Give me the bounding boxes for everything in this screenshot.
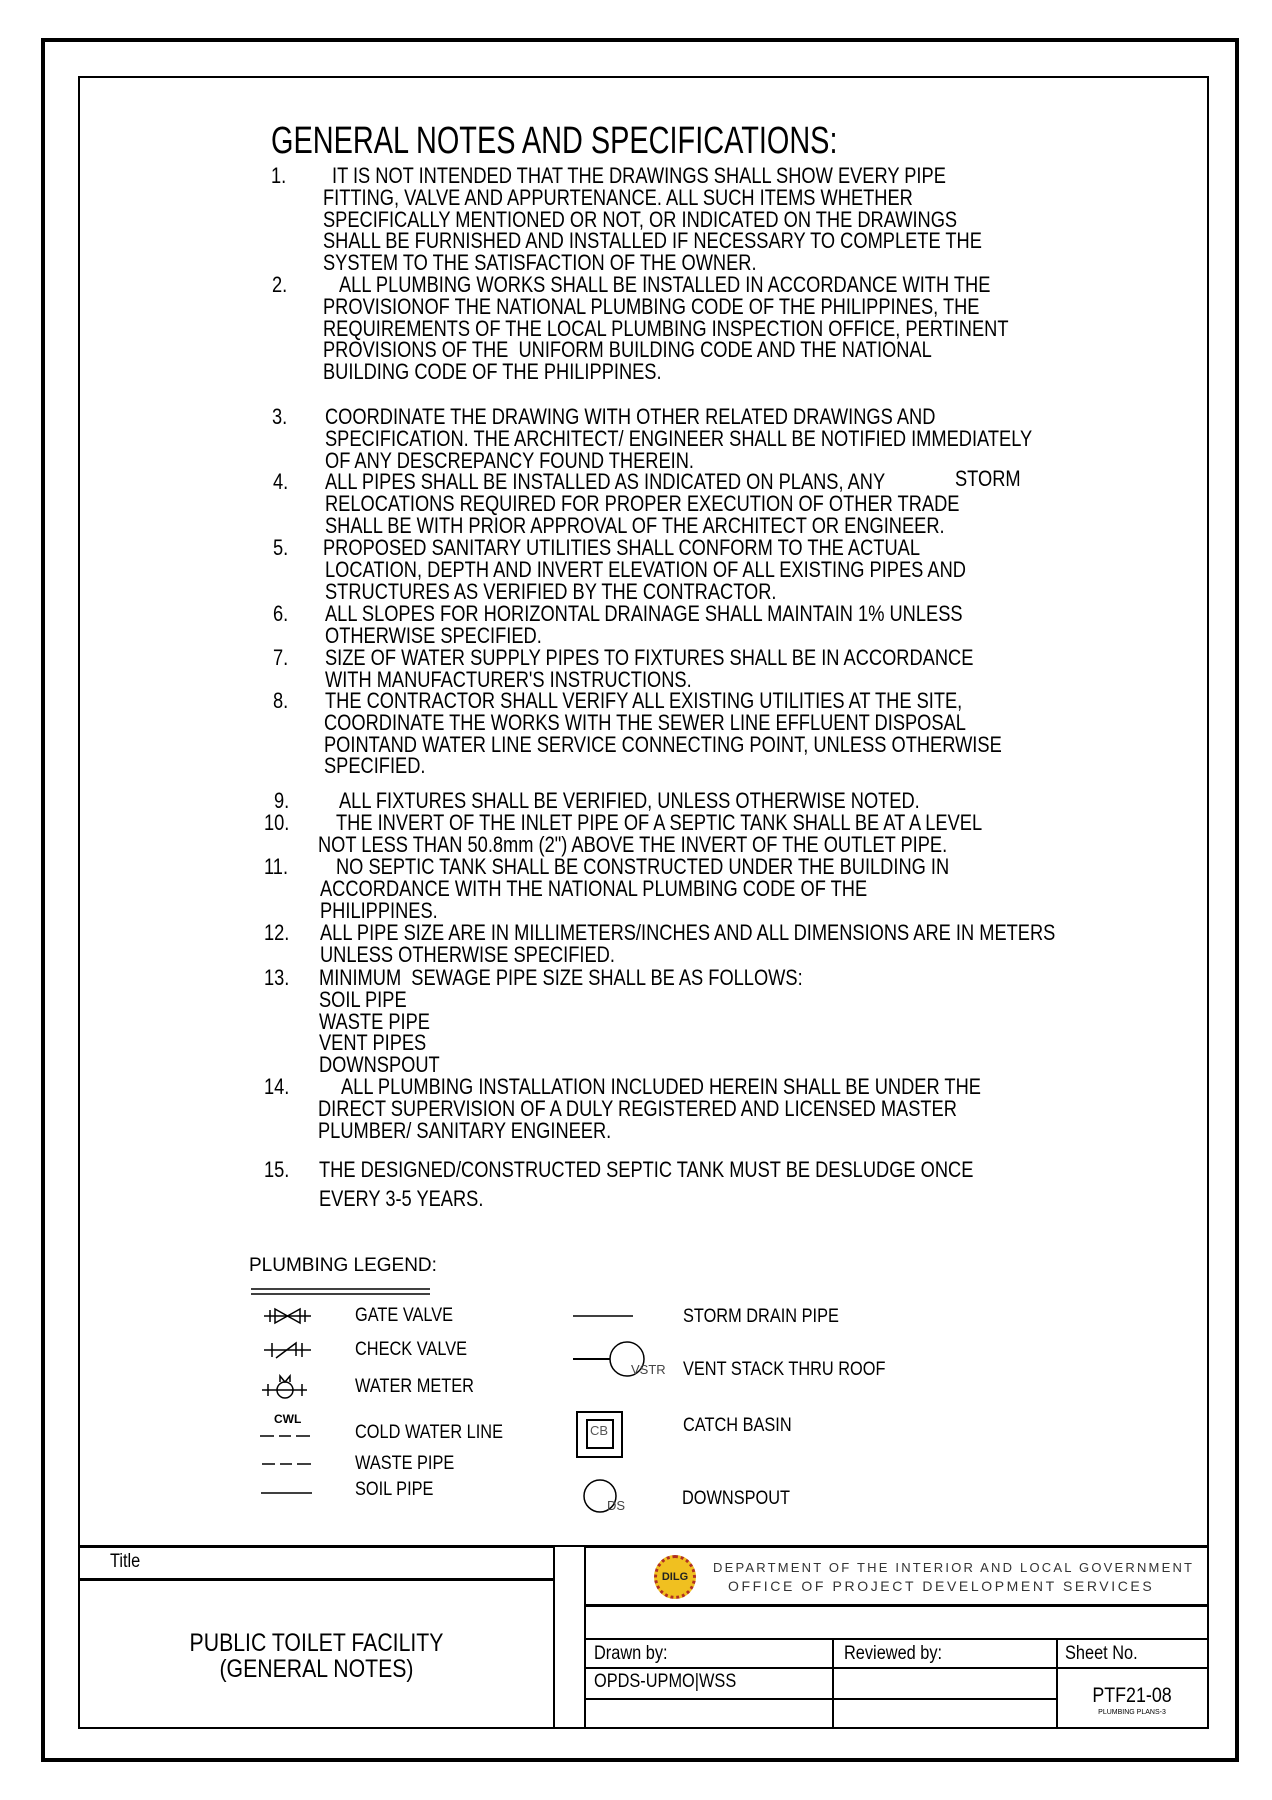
note-line: NO SEPTIC TANK SHALL BE CONSTRUCTED UNDER THE BUILDING IN — [336, 854, 950, 879]
note-line: ACCORDANCE WITH THE NATIONAL PLUMBING CODE OF THE — [320, 875, 868, 901]
note-number: 7. — [273, 645, 289, 670]
note-line: PLUMBER/ SANITARY ENGINEER. — [318, 1117, 612, 1143]
check-valve-icon — [264, 1343, 311, 1358]
note-line: POINTAND WATER LINE SERVICE CONNECTING POINT, UNLESS OTHERWISE — [324, 731, 1002, 757]
note-line: WITH MANUFACTURER'S INSTRUCTIONS. — [325, 666, 692, 692]
note-line: PROVISIONOF THE NATIONAL PLUMBING CODE OF THE PHILIPPINES, THE — [323, 293, 980, 319]
note-line: VENT PIPES — [319, 1030, 427, 1056]
note-number: 10. — [264, 810, 290, 835]
cwl-tag: CWL — [274, 1412, 302, 1426]
note-number: 11. — [264, 854, 289, 879]
note-number: 4. — [273, 469, 289, 494]
note-line: ALL PLUMBING WORKS SHALL BE INSTALLED IN ACCORDANCE WITH THE — [339, 272, 991, 297]
note-number: 8. — [273, 688, 289, 713]
ds-tag: DS — [607, 1498, 626, 1513]
drawing-title-line1: PUBLIC TOILET FACILITY — [189, 1629, 444, 1657]
note-line: MINIMUM SEWAGE PIPE SIZE SHALL BE AS FOLLOWS: — [319, 965, 803, 990]
cb-tag: CB — [590, 1423, 609, 1438]
note-line: THE CONTRACTOR SHALL VERIFY ALL EXISTING UTILITIES AT THE SITE, — [325, 688, 963, 713]
legend-gate-valve: GATE VALVE — [355, 1305, 454, 1326]
note-line: SPECIFICATION. THE ARCHITECT/ ENGINEER SHALL BE NOTIFIED IMMEDIATELY — [325, 425, 1033, 451]
sheet-sub-label: PLUMBING PLANS-3 — [1098, 1709, 1166, 1716]
note-line: THE DESIGNED/CONSTRUCTED SEPTIC TANK MUST BE DESLUDGE ONCE — [319, 1157, 974, 1182]
note-line: REQUIREMENTS OF THE LOCAL PLUMBING INSPECTION OFFICE, PERTINENT — [323, 315, 1009, 341]
dilg-logo-text: DILG — [661, 1571, 689, 1583]
note-line: EVERY 3-5 YEARS. — [319, 1185, 484, 1211]
note-line: SIZE OF WATER SUPPLY PIPES TO FIXTURES SHALL BE IN ACCORDANCE — [325, 645, 974, 670]
note-line: ALL PLUMBING INSTALLATION INCLUDED HEREIN SHALL BE UNDER THE — [341, 1074, 981, 1099]
note-line: DOWNSPOUT — [319, 1052, 440, 1078]
reviewed-by-label: Reviewed by: — [844, 1643, 943, 1664]
note-line: PROVISIONS OF THE UNIFORM BUILDING CODE AND THE NATIONAL — [323, 337, 932, 363]
note-number: 1. — [271, 163, 287, 188]
note-number: 9. — [274, 788, 290, 813]
drawing-title-line2: (GENERAL NOTES) — [219, 1655, 414, 1683]
legend-catch-basin: CATCH BASIN — [683, 1415, 792, 1436]
vstr-tag: VSTR — [631, 1362, 666, 1377]
note-number: 3. — [272, 404, 288, 429]
org-line2: OFFICE OF PROJECT DEVELOPMENT SERVICES — [728, 1578, 1155, 1594]
note-line: ALL PIPES SHALL BE INSTALLED AS INDICATED ON PLANS, ANY — [325, 469, 886, 494]
sheet-no-label: Sheet No. — [1065, 1643, 1138, 1664]
note-number: 15. — [264, 1157, 290, 1182]
legend-soil-pipe: SOIL PIPE — [355, 1479, 434, 1500]
water-meter-icon — [262, 1376, 307, 1398]
note-line: UNLESS OTHERWISE SPECIFIED. — [320, 941, 615, 967]
note-line: OF ANY DESCREPANCY FOUND THEREIN. — [325, 447, 694, 473]
stray-label: STORM — [955, 466, 1021, 491]
title-label: Title — [110, 1551, 141, 1572]
note-line: COORDINATE THE WORKS WITH THE SEWER LINE EFFLUENT DISPOSAL — [324, 709, 966, 735]
note-line: NOT LESS THAN 50.8mm (2") ABOVE THE INVERT OF THE OUTLET PIPE. — [318, 831, 948, 857]
note-line: OTHERWISE SPECIFIED. — [325, 622, 542, 648]
note-number: 2. — [272, 272, 288, 297]
note-number: 6. — [273, 601, 289, 626]
drawn-by-label: Drawn by: — [594, 1643, 668, 1664]
note-line: SYSTEM TO THE SATISFACTION OF THE OWNER. — [323, 250, 757, 276]
note-number: 12. — [264, 920, 290, 945]
note-line: PHILIPPINES. — [320, 897, 438, 923]
note-number: 14. — [264, 1074, 290, 1099]
note-line: SHALL BE FURNISHED AND INSTALLED IF NECESSARY TO COMPLETE THE — [323, 228, 982, 254]
page-title: GENERAL NOTES AND SPECIFICATIONS: — [271, 120, 838, 162]
note-line: SPECIFIED. — [324, 753, 426, 779]
note-line: THE INVERT OF THE INLET PIPE OF A SEPTIC TANK SHALL BE AT A LEVEL — [336, 810, 983, 835]
note-number: 5. — [273, 535, 289, 560]
org-line1: DEPARTMENT OF THE INTERIOR AND LOCAL GOVERNMENT — [713, 1560, 1195, 1575]
gate-valve-icon — [264, 1309, 311, 1323]
note-line: PROPOSED SANITARY UTILITIES SHALL CONFORM TO THE ACTUAL — [323, 535, 920, 560]
legend-check-valve: CHECK VALVE — [355, 1339, 468, 1360]
note-line: ALL SLOPES FOR HORIZONTAL DRAINAGE SHALL MAINTAIN 1% UNLESS — [325, 601, 963, 626]
note-line: ALL PIPE SIZE ARE IN MILLIMETERS/INCHES AND ALL DIMENSIONS ARE IN METERS — [320, 920, 1056, 945]
legend-cold-water-line: COLD WATER LINE — [355, 1422, 503, 1443]
note-line: WASTE PIPE — [319, 1008, 430, 1034]
note-line: FITTING, VALVE AND APPURTENANCE. ALL SUCH ITEMS WHETHER — [323, 184, 913, 210]
legend-downspout: DOWNSPOUT — [682, 1488, 791, 1509]
sheet-no-value: PTF21-08 — [1092, 1684, 1172, 1707]
note-line: LOCATION, DEPTH AND INVERT ELEVATION OF ALL EXISTING PIPES AND — [325, 556, 966, 582]
note-line: SPECIFICALLY MENTIONED OR NOT, OR INDICATED ON THE DRAWINGS — [323, 206, 958, 232]
note-line: SHALL BE WITH PRIOR APPROVAL OF THE ARCHITECT OR ENGINEER. — [325, 512, 945, 538]
drawn-by-value: OPDS-UPMO|WSS — [594, 1671, 737, 1692]
drawing-title — [114, 1630, 519, 1682]
note-line: STRUCTURES AS VERIFIED BY THE CONTRACTOR. — [325, 578, 777, 604]
legend-storm-drain-pipe: STORM DRAIN PIPE — [683, 1306, 839, 1327]
note-line: DIRECT SUPERVISION OF A DULY REGISTERED AND LICENSED MASTER — [318, 1095, 957, 1121]
legend-vent-stack: VENT STACK THRU ROOF — [683, 1359, 886, 1380]
note-number: 13. — [264, 965, 290, 990]
note-line: RELOCATIONS REQUIRED FOR PROPER EXECUTION OF OTHER TRADE — [325, 490, 960, 516]
legend-title: PLUMBING LEGEND: — [249, 1255, 437, 1276]
note-line: IT IS NOT INTENDED THAT THE DRAWINGS SHALL SHOW EVERY PIPE — [332, 163, 946, 188]
dilg-logo — [654, 1555, 696, 1599]
legend-water-meter: WATER METER — [355, 1376, 474, 1397]
note-line: ALL FIXTURES SHALL BE VERIFIED, UNLESS OTHERWISE NOTED. — [339, 788, 920, 813]
note-line: BUILDING CODE OF THE PHILIPPINES. — [323, 359, 662, 385]
note-line: SOIL PIPE — [319, 986, 407, 1012]
legend-waste-pipe: WASTE PIPE — [355, 1453, 455, 1474]
note-line: COORDINATE THE DRAWING WITH OTHER RELATED DRAWINGS AND — [325, 404, 936, 429]
